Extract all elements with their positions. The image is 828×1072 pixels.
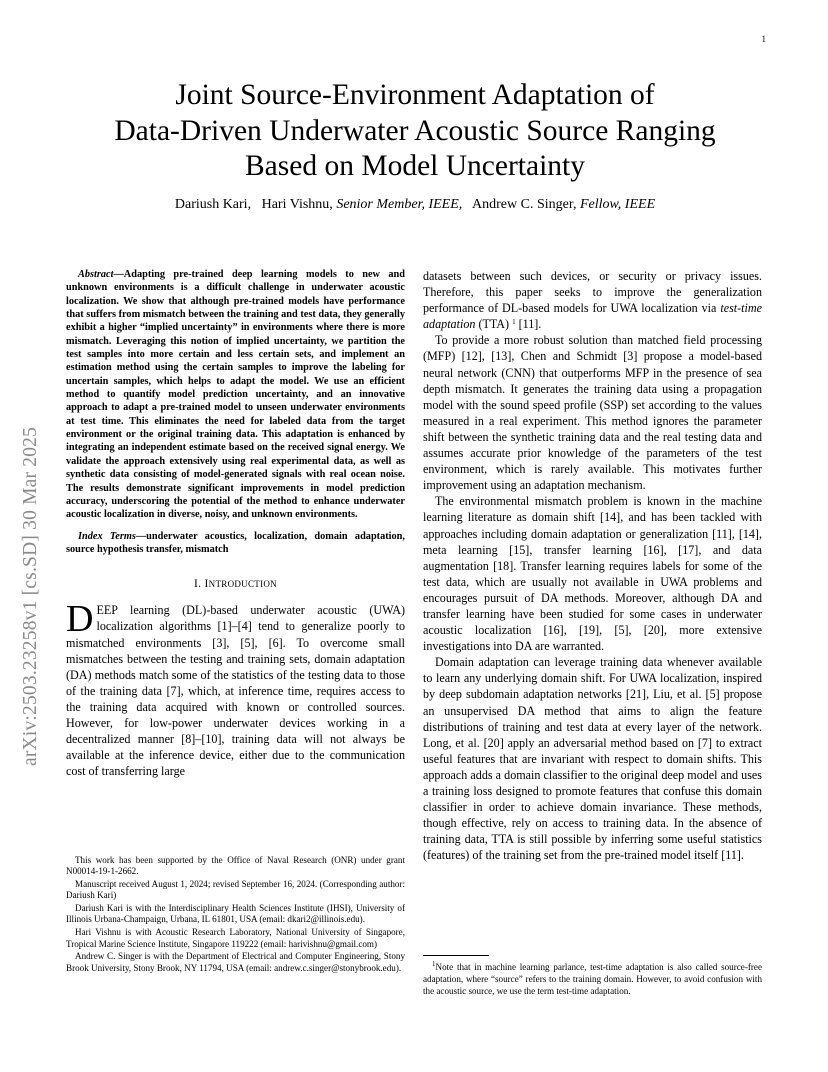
index-terms-text: —underwater acoustics, localization, domain adaptation, source hypothesis transfer, mismatch (66, 530, 405, 555)
footnote: Manuscript received August 1, 2024; revised September 16, 2024. (Corresponding author: Dariush Kari) (66, 879, 405, 901)
author-title: Fellow, IEEE (579, 197, 656, 212)
footnote: Andrew C. Singer is with the Department of Electrical and Computer Engineering, Stony Brook University, Stony Brook, NY 11794, USA (email: andrew.c.singer@stonybrook.edu). (66, 951, 405, 973)
paper-title (90, 78, 740, 185)
paragraph (423, 268, 762, 332)
footnote-text: Note that in machine learning parlance, test-time adaptation is also called source-free adaptation, where “source” refers to the training domain. However, to avoid confusion with the acoustic source, we use the term test-time adaptation. (423, 962, 762, 996)
affiliation-footnotes (66, 855, 405, 975)
right-column (423, 268, 762, 863)
section-heading (66, 576, 405, 592)
section-numeral: I. (194, 578, 202, 591)
paragraph: To provide a more robust solution than matched field processing (MFP) [12], [13], Chen and Schmidt [3] propose a model-based neural network (CNN) that outperforms MFP in the presence of sea depth mismatch. It generates the training data using a propagation model with the sound speed profile (SSP) set according to the values measured in a real experiment. This method ignores the parameter shift between the synthetic training data and the real testing data and assumes accurate prior knowledge of the parameters of the test environment, which is rarely available. This motivates further improvement using an adaptation mechanism. (423, 333, 762, 493)
footnote: Hari Vishnu is with Acoustic Research Laboratory, National University of Singapore, Tropical Marine Science Institute, Singapore 119222 (email: harivishnu@gmail.com) (66, 927, 405, 949)
index-terms (66, 530, 405, 557)
paragraph-text: datasets between such devices, or security or privacy issues. Therefore, this paper seeks to improve the generalization performance of DL-based models for UWA localization via (423, 269, 762, 316)
footnote (423, 962, 762, 997)
intro-paragraph (66, 598, 405, 779)
arxiv-identifier: arXiv:2503.23258v1 [cs.SD] 30 Mar 2025 (20, 426, 41, 766)
index-terms-label: Index Terms (78, 530, 136, 542)
emphasis-term: test-time adaptation (423, 301, 762, 332)
footnote-marker: 1 (432, 960, 436, 968)
author-name: Andrew C. Singer, (472, 197, 577, 212)
abstract-label: Abstract (78, 269, 114, 280)
paragraph: The environmental mismatch problem is known in the machine learning literature as domain shift [14], and has been tackled with approaches including domain adaptation or generalization [11], [14], meta learning [15], transfer learning [16], [17], and data augmentation [18]. Transfer learning requires labels for some of the test data, which are usually not available in UWA problems and encourages pursuit of DA methods. Moreover, although DA and transfer learning have been studied for some cases in underwater acoustic localization [16], [19], [5], [20], more extensive investigations into DA are warranted. (423, 494, 762, 654)
title-line: Joint Source-Environment Adaptation of (175, 79, 655, 111)
abstract-text: —Adapting pre-trained deep learning models to new and unknown environments is a difficult challenge in underwater acoustic localization. We show that although pre-trained models have performance that suffers from mismatch between the training and test data, they generally exhibit a higher “implied uncertainty” in environments where there is more mismatch. Leveraging this notion of implied uncertainty, we partition the test samples into more certain and less certain sets, and implement an estimation method using the certain samples to improve the labeling for uncertain samples, which helps to adapt the model. We use an efficient method to quantify model prediction uncertainty, and an innovative approach to adapt a pre-trained model to unseen underwater environments at test time. This eliminates the need for labeled data from the target environment or the original training data. This adaptation is enhanced by integrating an independent estimate based on the received signal energy. We validate the approach extensively using real experimental data, as well as synthetic data consisting of model-generated signals with real ocean noise. The results demonstrate significant improvements in model prediction accuracy, underscoring the potential of the method to enhance underwater acoustic localization in diverse, noisy, and unknown environments. (66, 269, 405, 521)
page-number: 1 (761, 34, 766, 44)
abstract (66, 268, 405, 522)
author-list (90, 197, 740, 213)
drop-cap: D (66, 598, 94, 641)
author-title: Senior Member, IEEE, (336, 197, 463, 212)
left-column (66, 268, 405, 779)
paragraph-text: (TTA) (475, 317, 513, 332)
intro-lead: EEP (96, 603, 118, 618)
paragraph-text: [11]. (515, 317, 542, 332)
section-title-initial: I (204, 578, 209, 591)
title-line: Data-Driven Underwater Acoustic Source Ranging (114, 114, 716, 147)
footnote-marker: 1 (512, 318, 516, 327)
title-line: Based on Model Uncertainty (245, 150, 585, 182)
intro-text: learning (DL)-based underwater acoustic (UWA) localization algorithms [1]–[4] tend to generalize poorly to mismatched environments [3], [5], [6]. To overcome small mismatches between the testing and training sets, domain adaptation (DA) methods match some of the statistics of the testing data to those of the training data [7], which, at inference time, requires access to the training data acquired with known or controlled sources. However, for low-power underwater devices working in a decentralized manner [8]–[10], training data will not always be available at the inference device, either due to the communication cost of transferring large (66, 603, 405, 779)
footnote: This work has been supported by the Office of Naval Research (ONR) under grant N00014-19-1-2662. (66, 855, 405, 877)
footnote: Dariush Kari is with the Interdisciplinary Health Sciences Institute (IHSI), University of Illinois Urbana-Champaign, Urbana, IL 61801, USA (email: dkari2@illinois.edu). (66, 903, 405, 925)
author-name: Hari Vishnu, (261, 197, 333, 212)
section-title-rest: NTRODUCTION (208, 579, 277, 590)
paragraph: Domain adaptation can leverage training data whenever available to learn any underlying domain shift. For UWA localization, inspired by deep subdomain adaptation networks [21], Liu, et al. [5] propose an unsupervised DA method that aims to align the feature distributions of training and test data at every layer of the network. Long, et al. [20] apply an adversarial method based on [7] to extract useful features that are invariant with respect to domain shifts. This approach adds a domain classifier to the original deep model and uses a training loss designed to promote features that confuse this domain classifier in order to achieve domain invariance. These methods, though effective, rely on access to training data. In the absence of training data, TTA is still possible by inferring some useful statistics (features) of the training set from the pre-trained model itself [11]. (423, 655, 762, 863)
author-name: Dariush Kari, (174, 197, 252, 212)
footnote-divider (423, 955, 489, 956)
